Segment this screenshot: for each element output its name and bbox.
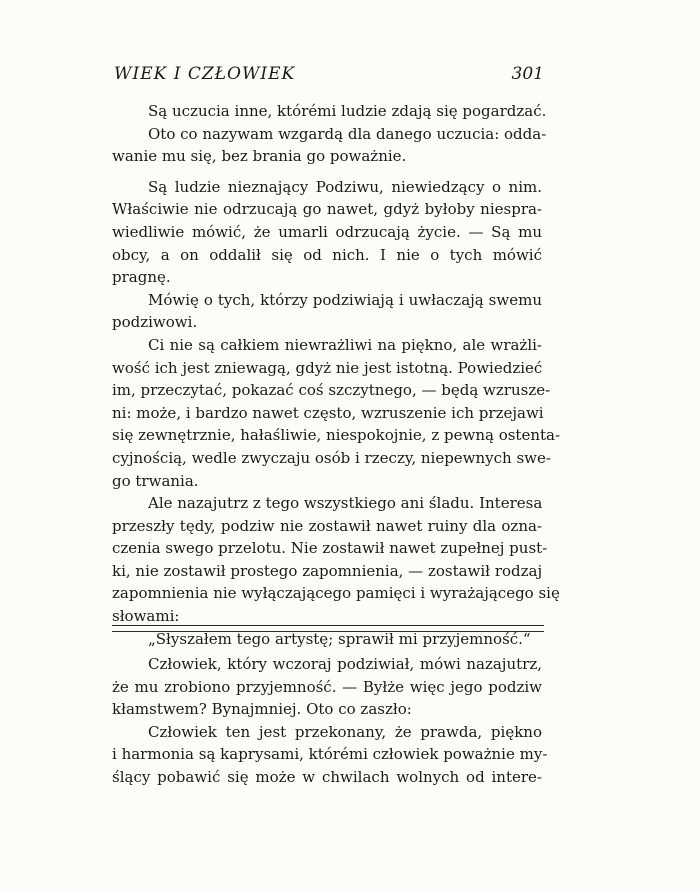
text-line: że mu zrobiono przyjemność. — Byłże więc jego podziw	[112, 677, 542, 696]
text-line: cyjnością, wedle zwyczaju osób i rzeczy, niepewnych swe-	[112, 448, 551, 467]
text-line: im, przeczytać, pokazać coś szczytnego, — będą wzrusze-	[112, 381, 551, 400]
text-line: wiedliwie mówić, że umarli odrzucają życie. — Są mu	[112, 222, 542, 241]
paragraph	[148, 100, 547, 123]
text-line: ślący pobawić się może w chwilach wolnych od intere-	[112, 767, 542, 786]
text-line: Ale nazajutrz z tego wszystkiego ani śladu. Interesa	[148, 494, 543, 513]
text-section-1	[112, 100, 561, 650]
text-line: wanie mu się, bez brania go poważnie.	[112, 147, 407, 166]
text-section-2	[112, 653, 548, 789]
text-line: i harmonia są kaprysami, którémi człowiek poważnie my-	[112, 745, 548, 764]
text-line: podziwowi.	[112, 313, 198, 332]
text-line: Ci nie są całkiem niewrażliwi na piękno, ale wrażli-	[148, 335, 542, 354]
running-title: WIEK I CZŁOWIEK	[114, 64, 296, 84]
quote-line: „Słyszałem tego artystę; sprawił mi przyjemność.“	[148, 629, 531, 648]
page-number: 301	[511, 64, 544, 84]
text-line: Mówię o tych, którzy podziwiają i uwłaczają swemu	[148, 290, 542, 309]
text-line: Są ludzie nieznający Podziwu, niewiedzący o nim.	[148, 177, 542, 196]
text-line: Człowiek, który wczoraj podziwiał, mówi nazajutrz,	[148, 655, 542, 673]
page-header	[114, 64, 544, 88]
text-line: przeszły tędy, podziw nie zostawił nawet ruiny dla ozna-	[112, 516, 542, 535]
text-line: czenia swego przelotu. Nie zostawił nawet zupełnej pust-	[112, 539, 548, 558]
text-line: Właściwie nie odrzucają go nawet, gdyż byłoby niespra-	[112, 200, 542, 219]
paragraph	[112, 334, 561, 492]
text-line: słowami:	[112, 607, 180, 626]
paragraph	[112, 123, 547, 168]
paragraph	[112, 492, 560, 628]
paragraph	[112, 176, 542, 289]
text-line: pragnę.	[112, 268, 171, 287]
text-line: obcy, a on oddalił się od nich. I nie o tych mówić	[112, 245, 542, 264]
text-line: ni: może, i bardzo nawet często, wzruszenie ich przejawi	[112, 403, 544, 422]
paragraph	[112, 653, 542, 721]
text-line: ki, nie zostawił prostego zapomnienia, — zostawił rodzaj	[112, 561, 543, 580]
text-line: kłamstwem? Bynajmniej. Oto co zaszło:	[112, 700, 412, 719]
section-divider	[112, 625, 544, 632]
text-line: się zewnętrznie, hałaśliwie, niespokojnie, z pewną ostenta-	[112, 426, 561, 445]
text-line: Oto co nazywam wzgardą dla danego uczucia: odda-	[148, 124, 547, 143]
text-line: go trwania.	[112, 471, 199, 490]
paragraph	[112, 721, 548, 789]
text-line: Są uczucia inne, którémi ludzie zdają się pogardzać.	[148, 102, 547, 120]
paragraph	[112, 289, 542, 334]
text-line: wość ich jest zniewagą, gdyż nie jest istotną. Powiedzieć	[112, 358, 543, 377]
text-line: zapomnienia nie wyłączającego pamięci i wyrażającego się	[112, 584, 560, 603]
text-line: Człowiek ten jest przekonany, że prawda, piękno	[148, 722, 542, 741]
